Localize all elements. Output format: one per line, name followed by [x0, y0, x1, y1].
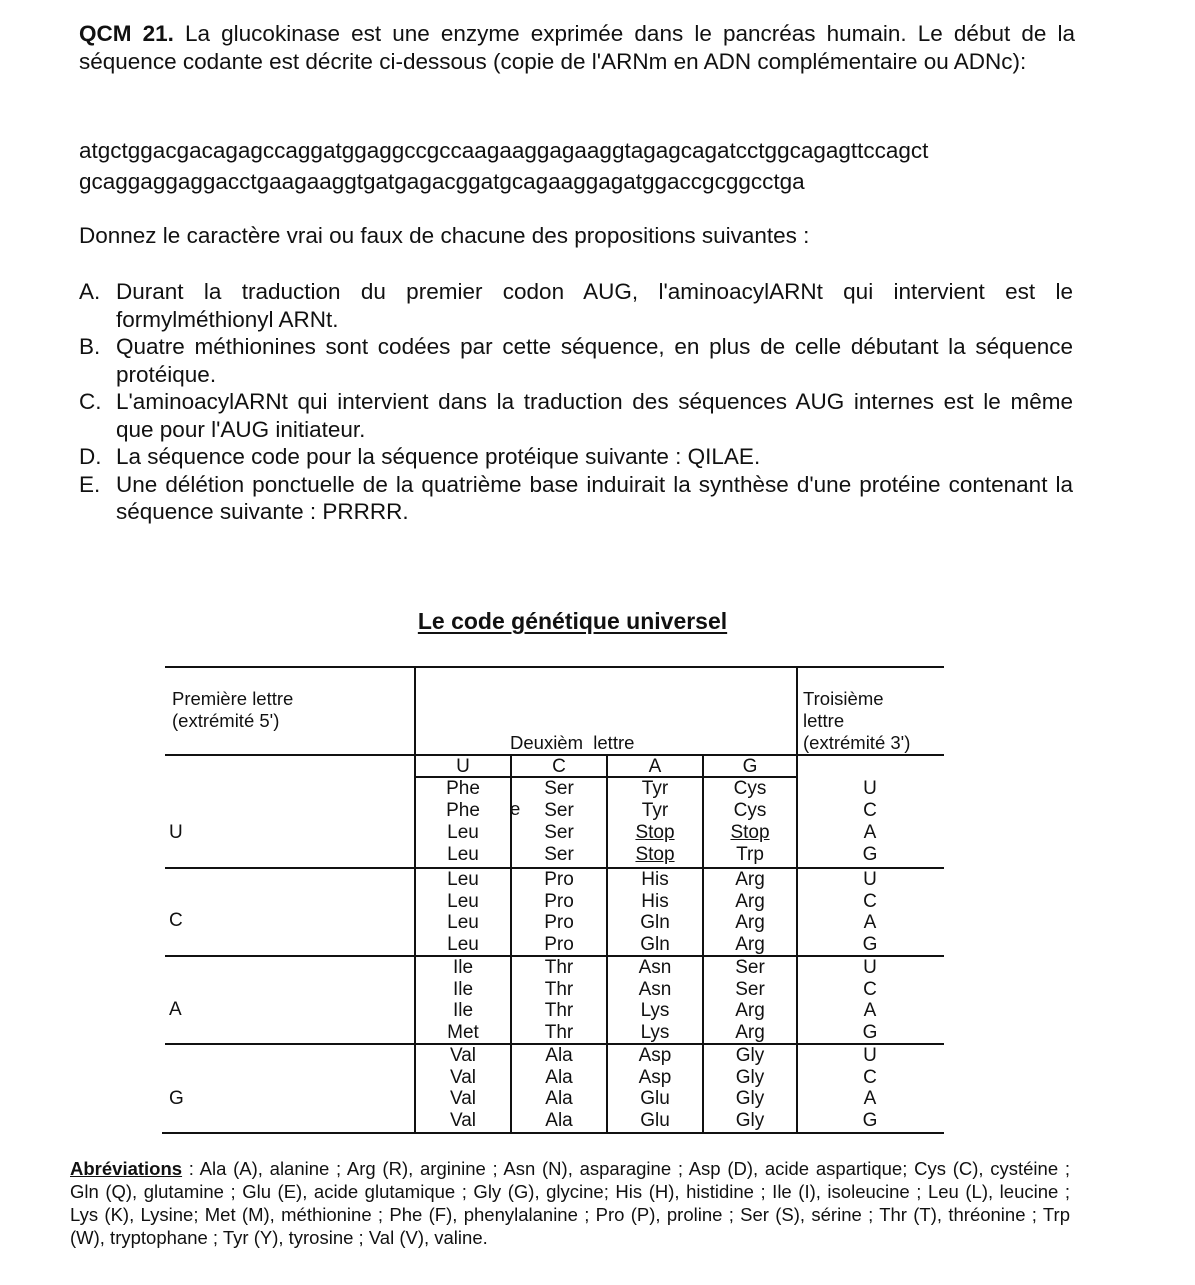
proposition-e	[79, 471, 1073, 526]
header-second-line1: Deuxièm lettre	[510, 732, 635, 753]
codon-cell: Gly	[735, 1066, 765, 1088]
codon-cell: Leu	[447, 890, 479, 912]
proposition-text: L'aminoacylARNt qui intervient dans la traduction des séquences AUG internes est le même que pour l'AUG initiateur.	[116, 389, 1073, 442]
codon-cell: Ser	[544, 844, 574, 865]
codon-cell: Tyr	[641, 800, 669, 821]
codon-cell: Ile	[452, 1000, 474, 1021]
question-intro	[79, 20, 1075, 76]
codon-cell: Leu	[447, 912, 479, 933]
codon-cell: Ser	[735, 957, 765, 978]
abbreviations	[70, 1157, 1070, 1249]
proposition-a	[79, 278, 1073, 333]
codon-cell: Stop	[730, 822, 770, 843]
codon-cell: Pro	[544, 933, 574, 955]
proposition-letter: A.	[79, 279, 101, 304]
dna-sequence	[79, 135, 1089, 197]
header-first-line1: Première lettre	[172, 688, 294, 709]
sequence-line-2: gcaggaggaggacctgaagaaggtgatgagacggatgcagaaggagatggaccgcggcctga	[79, 169, 805, 194]
codon-cell: Ser	[544, 800, 574, 821]
header-second-line2: e	[510, 798, 521, 819]
third-letter-cell: G	[862, 1021, 878, 1043]
table-bottom-border	[162, 1132, 944, 1134]
third-letter-cell: G	[862, 933, 878, 955]
codon-cell: Asp	[638, 1045, 672, 1066]
second-letter-u: U	[456, 756, 470, 777]
codon-cell: Ala	[545, 1045, 573, 1066]
codon-cell: Pro	[544, 912, 574, 933]
codon-cell: His	[641, 869, 669, 890]
first-letter-c: C	[169, 910, 183, 931]
header-third-line2: lettre	[803, 710, 845, 731]
first-letter-a: A	[169, 999, 182, 1020]
codon-cell: Thr	[544, 957, 574, 978]
third-letter-cell: U	[863, 1045, 877, 1066]
third-letter-cell: G	[862, 844, 878, 865]
codon-cell: Phe	[446, 778, 480, 799]
codon-cell: Lys	[640, 1000, 670, 1021]
codon-cell: Glu	[640, 1088, 670, 1109]
third-letter-cell: G	[862, 1109, 878, 1131]
codon-cell: Arg	[735, 1021, 765, 1043]
column-divider-third	[796, 666, 798, 1134]
codon-cell: His	[641, 890, 669, 912]
proposition-text: Durant la traduction du premier codon AUG, l'aminoacylARNt qui intervient est le formylméthionyl ARNt.	[116, 279, 1073, 332]
codon-cell: Thr	[544, 978, 574, 1000]
codon-cell: Ser	[544, 778, 574, 799]
proposition-text: La séquence code pour la séquence protéique suivante : QILAE.	[116, 444, 761, 469]
third-letter-cell: C	[863, 890, 877, 912]
first-letter-u: U	[169, 822, 183, 843]
genetic-code-title-text: Le code génétique universel	[417, 608, 728, 634]
sequence-line-1: atgctggacgacagagccaggatggaggccgccaagaaggagaaggtagagcagatcctggcagagttccagct	[79, 138, 929, 163]
table-top-border	[165, 666, 944, 668]
codon-cell: Val	[449, 1066, 477, 1088]
third-letter-cell: C	[863, 978, 877, 1000]
codon-cell: Ala	[545, 1088, 573, 1109]
codon-cell: Leu	[447, 869, 479, 890]
codon-cell: Gln	[640, 912, 670, 933]
codon-cell: Asn	[638, 957, 672, 978]
proposition-letter: D.	[79, 444, 102, 469]
third-letter-cell: U	[863, 869, 877, 890]
proposition-d	[79, 443, 1073, 471]
proposition-b	[79, 333, 1073, 388]
column-divider-ag	[702, 756, 704, 1134]
codon-cell: Ile	[452, 978, 474, 1000]
third-letter-cell: U	[863, 778, 877, 799]
codon-cell: Stop	[635, 844, 675, 865]
codon-cell: Lys	[640, 1021, 670, 1043]
codon-cell: Arg	[735, 912, 765, 933]
codon-cell: Trp	[736, 844, 764, 865]
column-divider-first	[414, 666, 416, 1134]
proposition-text: Quatre méthionines sont codées par cette séquence, en plus de celle débutant la séquence protéique.	[116, 334, 1073, 387]
codon-cell: Leu	[447, 844, 479, 865]
genetic-code-title	[0, 608, 1145, 635]
codon-cell: Thr	[544, 1000, 574, 1021]
question-label: QCM 21.	[79, 21, 174, 46]
proposition-c	[79, 388, 1073, 443]
third-letter-cell: C	[863, 800, 877, 821]
codon-cell: Val	[449, 1045, 477, 1066]
third-letter-cell: A	[863, 1000, 877, 1021]
codon-cell: Pro	[544, 890, 574, 912]
question-text: La glucokinase est une enzyme exprimée dans le pancréas humain. Le début de la séquence codante est décrite ci-dessous (copie de l'ARNm en ADN complémentaire ou ADNc):	[79, 21, 1075, 74]
codon-cell: Cys	[733, 778, 767, 799]
codon-cell: Pro	[544, 869, 574, 890]
codon-cell: Met	[447, 1021, 479, 1043]
codon-cell: Stop	[635, 822, 675, 843]
third-letter-cell: A	[863, 822, 877, 843]
codon-cell: Gln	[640, 933, 670, 955]
codon-cell: Leu	[447, 933, 479, 955]
codon-cell: Ser	[544, 822, 574, 843]
proposition-letter: B.	[79, 334, 101, 359]
proposition-letter: C.	[79, 389, 102, 414]
codon-cell: Val	[449, 1109, 477, 1131]
codon-cell: Cys	[733, 800, 767, 821]
instruction: Donnez le caractère vrai ou faux de chacune des propositions suivantes :	[79, 223, 810, 248]
codon-cell: Ile	[452, 957, 474, 978]
second-letter-a: A	[648, 756, 662, 777]
codon-cell: Phe	[446, 800, 480, 821]
codon-cell: Glu	[640, 1109, 670, 1131]
codon-cell: Gly	[735, 1088, 765, 1109]
codon-cell: Arg	[735, 890, 765, 912]
codon-cell: Arg	[735, 1000, 765, 1021]
codon-cell: Val	[449, 1088, 477, 1109]
header-third-line1: Troisième	[803, 688, 884, 709]
codon-cell: Asn	[638, 978, 672, 1000]
codon-cell: Thr	[544, 1021, 574, 1043]
propositions-list	[79, 278, 1073, 526]
codon-cell: Gly	[735, 1109, 765, 1131]
third-letter-cell: A	[863, 912, 877, 933]
codon-cell: Arg	[735, 933, 765, 955]
third-letter-cell: A	[863, 1088, 877, 1109]
codon-cell: Ala	[545, 1066, 573, 1088]
header-first-line2: (extrémité 5')	[172, 710, 280, 731]
codon-cell: Arg	[735, 869, 765, 890]
codon-cell: Leu	[447, 822, 479, 843]
header-first-letter	[172, 688, 293, 732]
first-letter-g: G	[169, 1088, 184, 1109]
third-letter-cell: U	[863, 957, 877, 978]
codon-cell: Asp	[638, 1066, 672, 1088]
abbreviations-text: : Ala (A), alanine ; Arg (R), arginine ; Asn (N), asparagine ; Asp (D), acide aspartique; Cys (C), cystéine ; Gln (Q), glutamine ; Glu (E), acide glutamique ; Gly (G), glycine; His (H), histidine ; Ile (I), isoleucine ; Leu (L), leucine ; Lys (K), Lysine; Met (M), méthionine ; Phe (F), phenylalanine ; Pro (P), proline ; Ser (S), sérine ; Thr (T), thréonine ; Trp (W), tryptophane ; Tyr (Y), tyrosine ; Val (V), valine.	[70, 1158, 1070, 1248]
codon-cell: Ser	[735, 978, 765, 1000]
proposition-letter: E.	[79, 471, 101, 497]
second-letter-g: G	[742, 756, 758, 777]
third-letter-cell: C	[863, 1066, 877, 1088]
header-third-letter	[803, 688, 910, 754]
abbreviations-label: Abréviations	[70, 1158, 183, 1179]
codon-cell: Ala	[545, 1109, 573, 1131]
second-letter-c: C	[552, 756, 566, 777]
codon-cell: Tyr	[641, 778, 669, 799]
header-third-line3: (extrémité 3')	[803, 732, 911, 753]
codon-cell: Gly	[735, 1045, 765, 1066]
proposition-text: Une délétion ponctuelle de la quatrième base induirait la synthèse d'une protéine contenant la séquence suivante : PRRRR.	[116, 471, 1073, 524]
